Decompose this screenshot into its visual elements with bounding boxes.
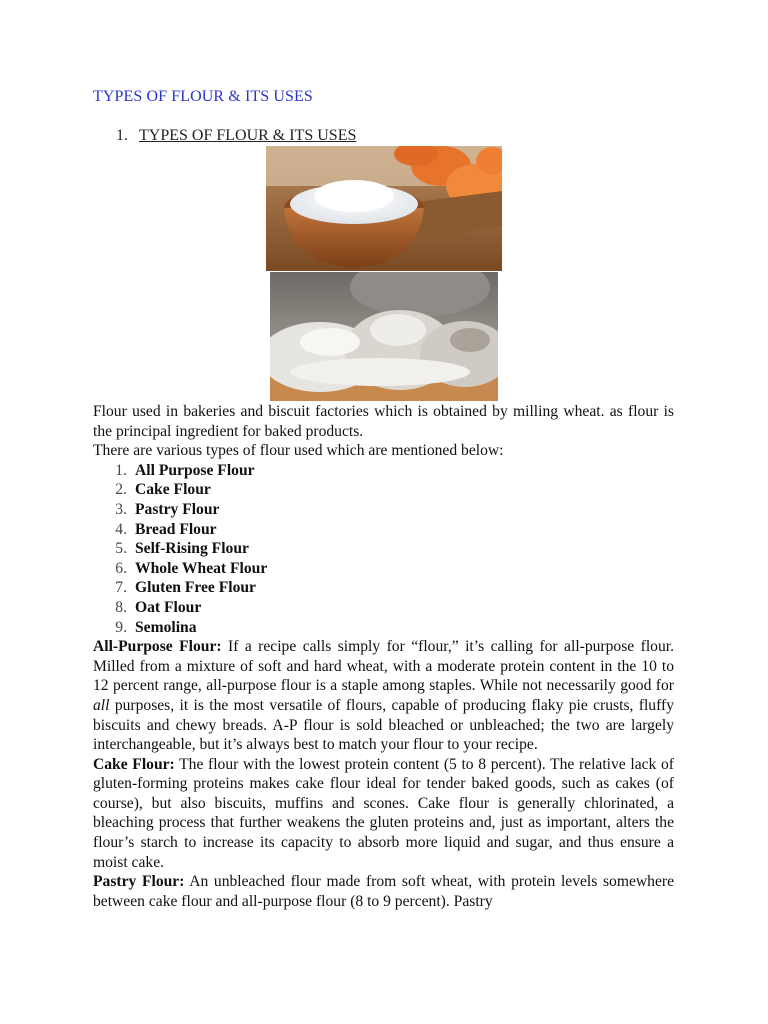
list-item: 6. Whole Wheat Flour — [115, 559, 268, 577]
all-purpose-paragraph: All-Purpose Flour: If a recipe calls simply for “flour,” it’s calling for all-purpose flour. Milled from a mixture of soft and hard wheat, with a moderate protein content in the 10 to 12 percent range, all-purpose flour is a staple among staples. While not necessarily good for all purposes, it is the most versatile of flours, capable of producing flaky pie crusts, fluffy biscuits and chewy breads. A-P flour is sold bleached or unbleached; the two are largely interchangeable, but it’s always best to match your flour to your recipe. — [93, 638, 674, 754]
list-item: 9. Semolina — [115, 618, 197, 636]
document-title: TYPES OF FLOUR & ITS USES — [93, 88, 313, 105]
list-item: 3. Pastry Flour — [115, 500, 220, 518]
all-purpose-label: All-Purpose Flour: — [93, 638, 222, 656]
list-item: 2. Cake Flour — [115, 481, 211, 499]
document-body — [93, 402, 674, 911]
flour-types-list — [93, 461, 674, 637]
section-heading-number: 1. — [116, 127, 128, 144]
flour-bowl-illustration — [266, 146, 502, 271]
list-item: 7. Gluten Free Flour — [115, 579, 256, 597]
intro-paragraph-1: Flour used in bakeries and biscuit factories which is obtained by milling wheat. as flour is the principal ingredient for baked products. — [93, 403, 674, 440]
list-item: 5. Self-Rising Flour — [115, 540, 249, 558]
section-heading-text: TYPES OF FLOUR & ITS USES — [139, 127, 357, 144]
flour-bowl-image — [266, 146, 502, 271]
flour-piles-illustration — [270, 272, 498, 401]
pastry-flour-paragraph: Pastry Flour: An unbleached flour made from soft wheat, with protein levels somewhere between cake flour and all-purpose flour (8 to 9 percent). Pastry — [93, 873, 674, 910]
list-item: 8. Oat Flour — [115, 598, 202, 616]
cake-flour-label: Cake Flour: — [93, 755, 175, 773]
cake-flour-paragraph: Cake Flour: The flour with the lowest protein content (5 to 8 percent). The relative lack of gluten-forming proteins makes cake flour ideal for tender baked goods, such as cakes (of course), but also biscuits, muffins and scones. Cake flour is generally chlorinated, a bleaching process that further weakens the gluten proteins and, just as important, alters the flour’s starch to increase its capacity to absorb more liquid and sugar, and thus ensure a moist cake. — [93, 755, 674, 871]
pastry-flour-label: Pastry Flour: — [93, 873, 185, 891]
list-item: 4. Bread Flour — [115, 520, 217, 538]
section-heading — [116, 127, 356, 145]
intro-paragraph-2: There are various types of flour used which are mentioned below: — [93, 442, 504, 460]
list-item: 1. All Purpose Flour — [115, 461, 255, 479]
flour-piles-image — [270, 272, 498, 401]
